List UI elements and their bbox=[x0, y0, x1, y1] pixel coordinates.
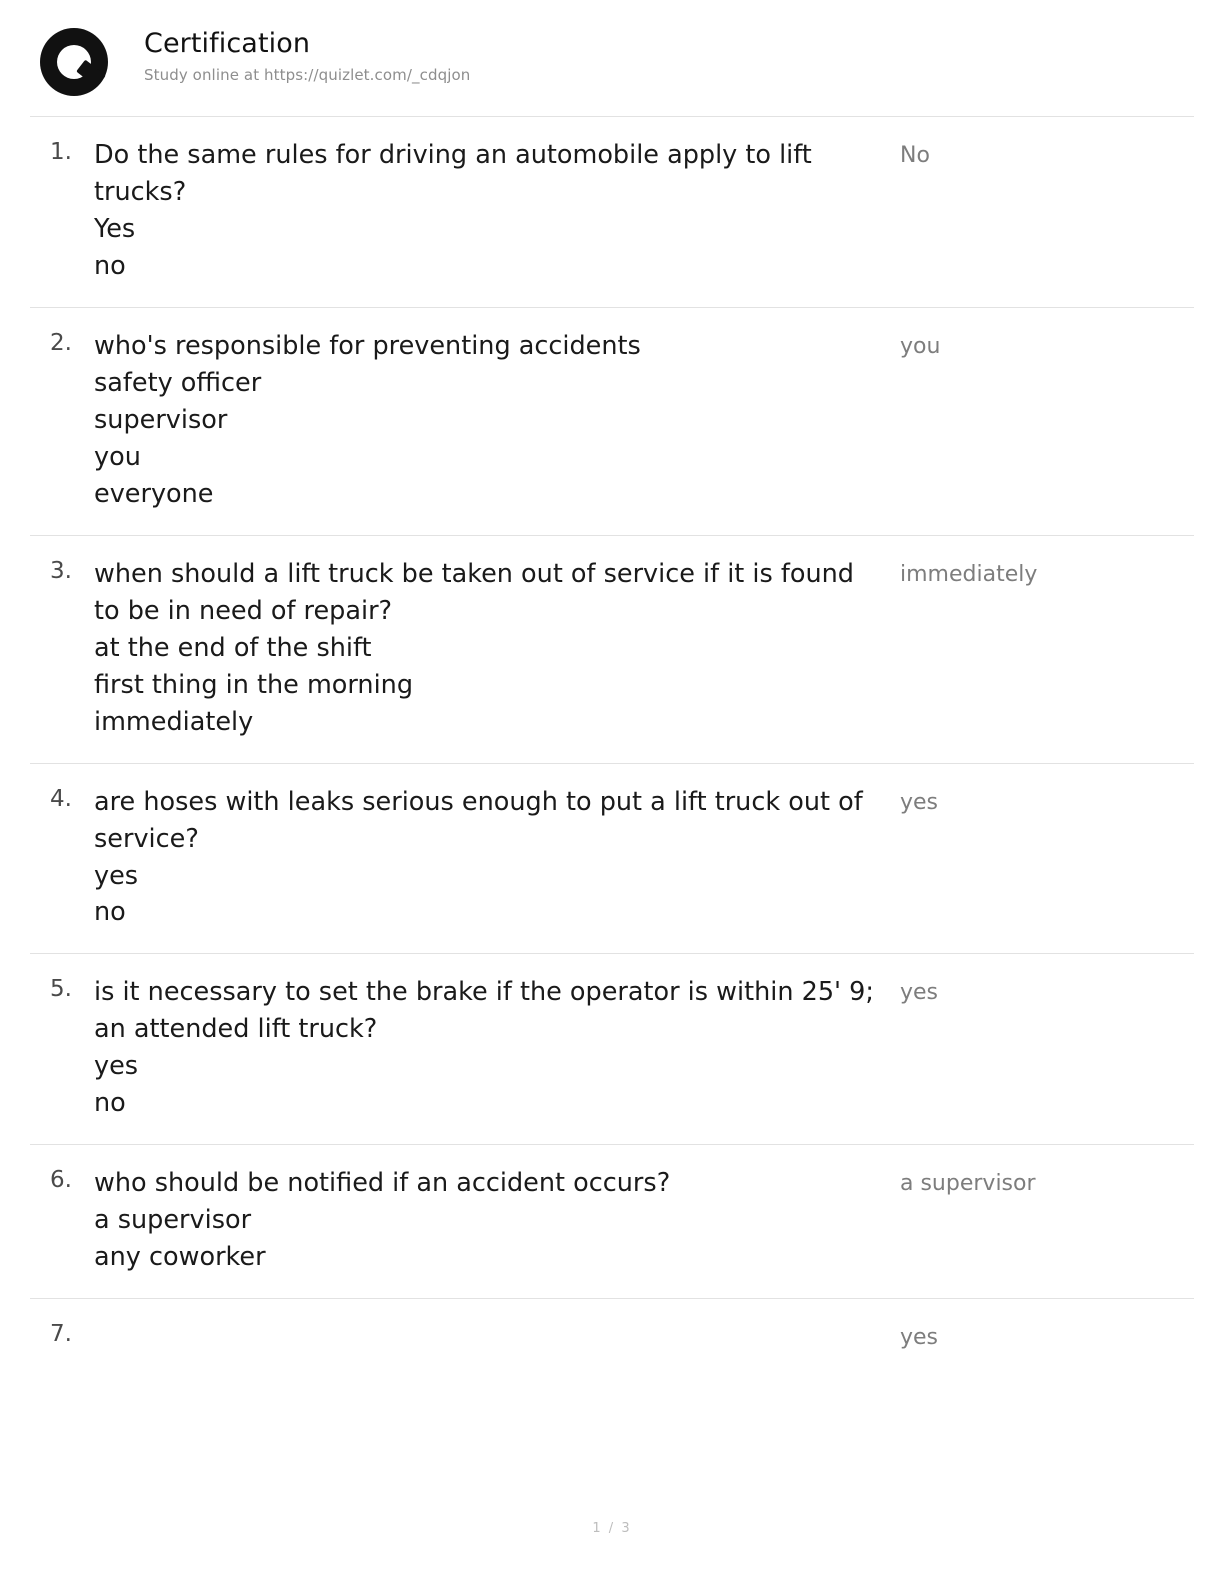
item-answer: yes bbox=[900, 789, 939, 815]
item-body bbox=[94, 1319, 896, 1354]
item-choice: everyone bbox=[94, 478, 214, 509]
study-link[interactable]: Study online at https://quizlet.com/_cdqjon bbox=[144, 66, 471, 85]
item-choice: no bbox=[94, 1088, 126, 1119]
item-choice: you bbox=[94, 441, 141, 472]
item-body bbox=[94, 556, 896, 741]
item-number: 3. bbox=[50, 557, 72, 584]
quizlet-q-logo-icon bbox=[38, 26, 118, 106]
item-choice: yes bbox=[94, 1051, 139, 1082]
item-prompt: are hoses with leaks serious enough to put a lift truck out of service? bbox=[94, 786, 863, 854]
page-title: Certification bbox=[144, 28, 311, 59]
item-choice: safety officer bbox=[94, 367, 262, 398]
list-item bbox=[30, 1298, 1194, 1370]
item-prompt: is it necessary to set the brake if the operator is within 25' 9; an attended lift truck? bbox=[94, 977, 874, 1045]
item-answer: a supervisor bbox=[900, 1171, 1036, 1197]
item-number: 5. bbox=[50, 976, 72, 1003]
item-number: 2. bbox=[50, 329, 72, 356]
list-item bbox=[30, 116, 1194, 307]
document-header bbox=[30, 22, 1194, 116]
page-number: 1 / 3 bbox=[592, 1521, 632, 1536]
item-choice: no bbox=[94, 897, 126, 928]
item-body bbox=[94, 328, 896, 513]
item-prompt: Do the same rules for driving an automobile apply to lift trucks? bbox=[94, 140, 812, 207]
item-body bbox=[94, 784, 896, 932]
item-choice: no bbox=[94, 250, 126, 281]
item-body bbox=[94, 137, 896, 285]
header-titles bbox=[118, 22, 470, 84]
list-item bbox=[30, 535, 1194, 763]
item-answer: yes bbox=[900, 1325, 939, 1351]
item-prompt: who's responsible for preventing accidents bbox=[94, 330, 641, 361]
item-body bbox=[94, 1165, 896, 1276]
item-choice: Yes bbox=[94, 213, 136, 244]
item-choice: any coworker bbox=[94, 1242, 266, 1273]
list-item bbox=[30, 763, 1194, 954]
item-choice: a supervisor bbox=[94, 1205, 252, 1236]
item-answer: No bbox=[900, 143, 930, 168]
item-number: 6. bbox=[50, 1167, 72, 1194]
item-prompt: who should be notified if an accident occurs? bbox=[94, 1168, 671, 1199]
item-choice: immediately bbox=[94, 706, 254, 737]
item-answer: immediately bbox=[900, 561, 1038, 587]
item-choice: first thing in the morning bbox=[94, 669, 414, 700]
item-number: 7. bbox=[50, 1321, 72, 1348]
list-item bbox=[30, 307, 1194, 535]
item-choice: supervisor bbox=[94, 404, 228, 435]
item-choice: yes bbox=[94, 860, 139, 891]
list-item bbox=[30, 1144, 1194, 1298]
item-choice: at the end of the shift bbox=[94, 632, 372, 663]
list-item bbox=[30, 953, 1194, 1144]
item-body bbox=[94, 974, 896, 1122]
item-answer: yes bbox=[900, 980, 939, 1006]
item-number: 4. bbox=[50, 785, 72, 812]
item-prompt: when should a lift truck be taken out of service if it is found to be in need of repair? bbox=[94, 558, 854, 626]
item-number: 1. bbox=[50, 139, 72, 165]
item-answer: you bbox=[900, 333, 941, 359]
